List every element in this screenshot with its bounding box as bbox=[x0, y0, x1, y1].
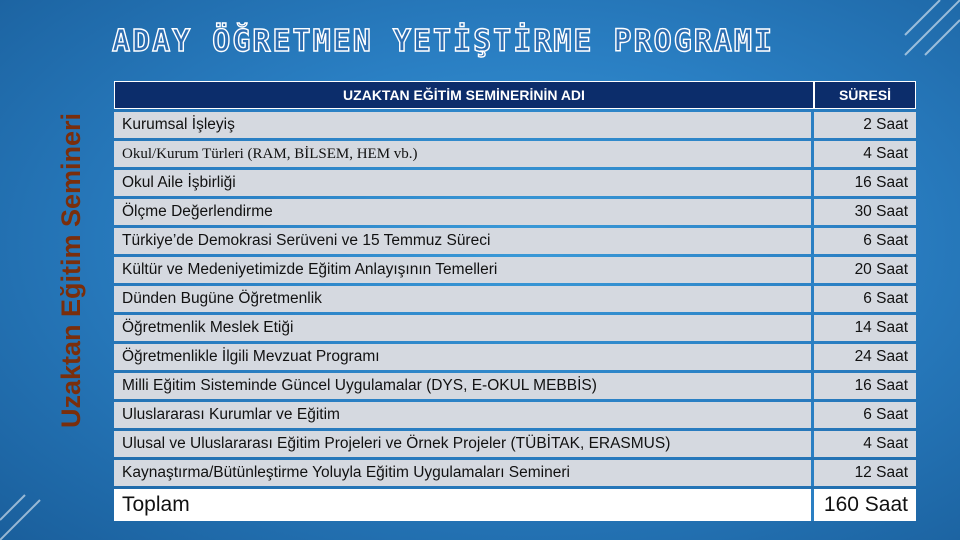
seminar-duration: 6 Saat bbox=[814, 228, 916, 254]
table-row bbox=[114, 141, 916, 167]
seminar-name: Türkiye’de Demokrasi Serüveni ve 15 Temmuz Süreci bbox=[114, 228, 814, 254]
table-row bbox=[114, 170, 916, 196]
table-row bbox=[114, 228, 916, 254]
seminar-duration: 24 Saat bbox=[814, 344, 916, 370]
table-row bbox=[114, 460, 916, 486]
table-header-row bbox=[114, 81, 916, 109]
seminar-name: Dünden Bugüne Öğretmenlik bbox=[114, 286, 814, 312]
seminar-duration: 16 Saat bbox=[814, 373, 916, 399]
page-title: ADAY ÖĞRETMEN YETİŞTİRME PROGRAMI bbox=[112, 24, 775, 59]
seminar-name: Kurumsal İşleyiş bbox=[114, 112, 814, 138]
seminar-name: Okul Aile İşbirliği bbox=[114, 170, 814, 196]
seminar-name: Öğretmenlikle İlgili Mevzuat Programı bbox=[114, 344, 814, 370]
table-row bbox=[114, 286, 916, 312]
header-seminar-name: UZAKTAN EĞİTİM SEMİNERİNİN ADI bbox=[114, 81, 814, 109]
side-title-container bbox=[52, 0, 92, 540]
seminar-duration: 4 Saat bbox=[814, 431, 916, 457]
seminar-name: Ulusal ve Uluslararası Eğitim Projeleri ve Örnek Projeler (TÜBİTAK, ERASMUS) bbox=[114, 431, 814, 457]
seminar-name: Milli Eğitim Sisteminde Güncel Uygulamalar (DYS, E-OKUL MEBBİS) bbox=[114, 373, 814, 399]
table-row bbox=[114, 431, 916, 457]
seminar-duration: 14 Saat bbox=[814, 315, 916, 341]
table-row bbox=[114, 112, 916, 138]
seminar-duration: 12 Saat bbox=[814, 460, 916, 486]
seminar-name: Okul/Kurum Türleri (RAM, BİLSEM, HEM vb.) bbox=[114, 141, 814, 167]
table-row bbox=[114, 402, 916, 428]
seminar-duration: 2 Saat bbox=[814, 112, 916, 138]
table-row bbox=[114, 373, 916, 399]
table-row bbox=[114, 257, 916, 283]
total-label: Toplam bbox=[114, 489, 814, 521]
total-duration: 160 Saat bbox=[814, 489, 916, 521]
table-row bbox=[114, 344, 916, 370]
seminar-duration: 4 Saat bbox=[814, 141, 916, 167]
seminar-duration: 30 Saat bbox=[814, 199, 916, 225]
seminar-name: Kaynaştırma/Bütünleştirme Yoluyla Eğitim Uygulamaları Semineri bbox=[114, 460, 814, 486]
table-row bbox=[114, 199, 916, 225]
seminar-duration: 16 Saat bbox=[814, 170, 916, 196]
seminar-table bbox=[114, 78, 916, 524]
seminar-name: Kültür ve Medeniyetimizde Eğitim Anlayışının Temelleri bbox=[114, 257, 814, 283]
table-row bbox=[114, 315, 916, 341]
table-total-row bbox=[114, 489, 916, 521]
side-title: Uzaktan Eğitim Semineri bbox=[56, 112, 87, 428]
seminar-duration: 20 Saat bbox=[814, 257, 916, 283]
seminar-name: Uluslararası Kurumlar ve Eğitim bbox=[114, 402, 814, 428]
seminar-duration: 6 Saat bbox=[814, 402, 916, 428]
seminar-name: Öğretmenlik Meslek Etiği bbox=[114, 315, 814, 341]
header-duration: SÜRESİ bbox=[814, 81, 916, 109]
seminar-duration: 6 Saat bbox=[814, 286, 916, 312]
seminar-name: Ölçme Değerlendirme bbox=[114, 199, 814, 225]
